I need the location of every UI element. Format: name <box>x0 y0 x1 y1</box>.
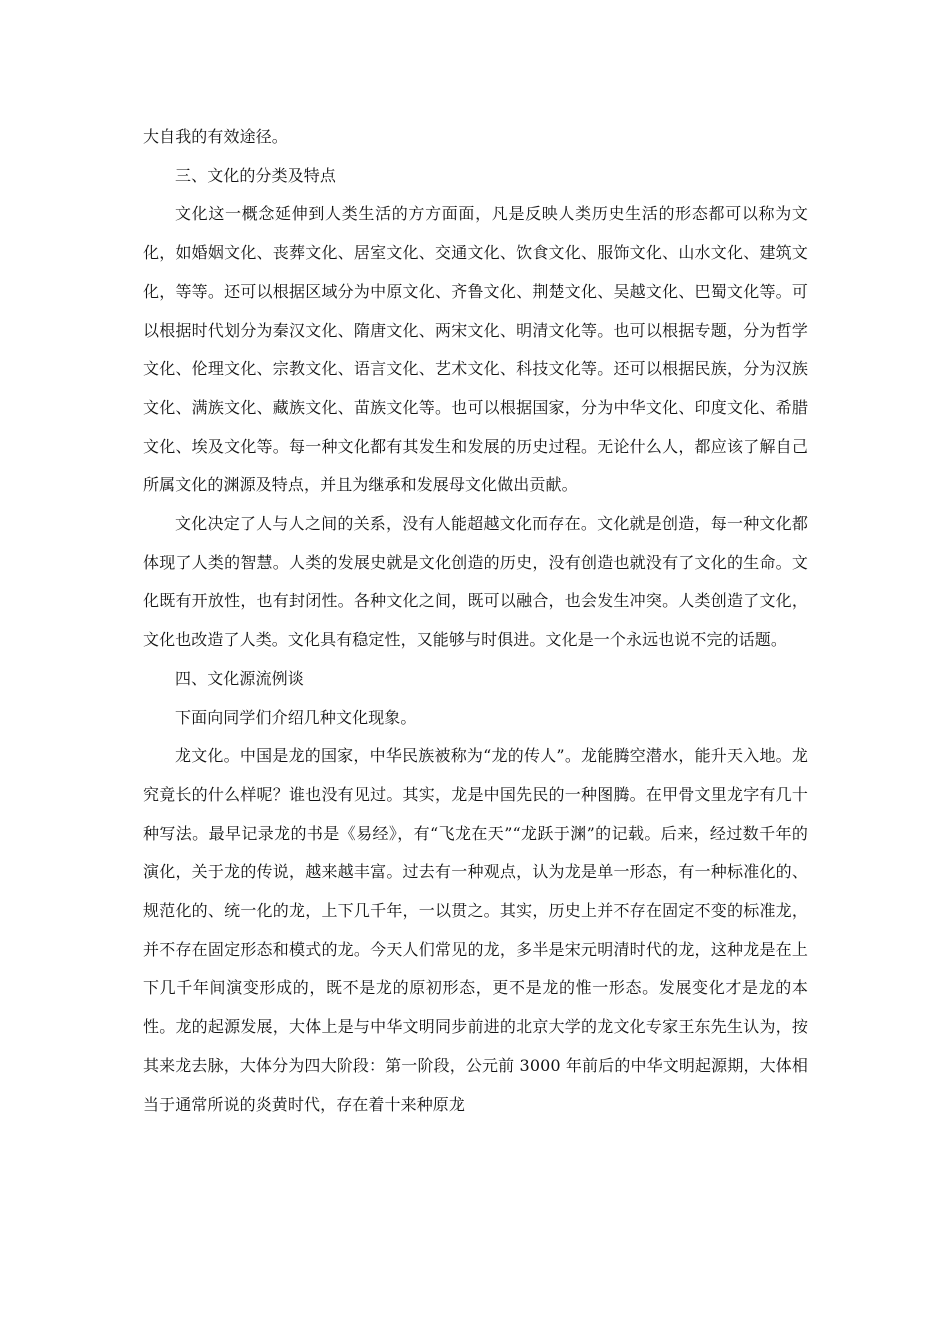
paragraph-culture-relations: 文化决定了人与人之间的关系，没有人能超越文化而存在。文化就是创造，每一种文化都体现了人类的智慧。人类的发展史就是文化创造的历史，没有创造也就没有了文化的生命。文化既有开放性，也有封闭性。各种文化之间，既可以融合，也会发生冲突。人类创造了文化，文化也改造了人类。文化具有稳定性，又能够与时俱进。文化是一个永远也说不完的话题。 <box>143 514 808 650</box>
section-heading-four: 四、文化源流例谈 <box>175 668 304 688</box>
paragraph-intro: 下面向同学们介绍几种文化现象。 <box>175 707 417 727</box>
section-heading-three: 三、文化的分类及特点 <box>175 165 337 185</box>
document-body <box>143 118 808 1124</box>
paragraph-culture-classification: 文化这一概念延伸到人类生活的方方面面，凡是反映人类历史生活的形态都可以称为文化，如婚姻文化、丧葬文化、居室文化、交通文化、饮食文化、服饰文化、山水文化、建筑文化，等等。还可以根据区域分为中原文化、齐鲁文化、荆楚文化、吴越文化、巴蜀文化等。可以根据时代划分为秦汉文化、隋唐文化、两宋文化、明清文化等。也可以根据专题，分为哲学文化、伦理文化、宗教文化、语言文化、艺术文化、科技文化等。还可以根据民族，分为汉族文化、满族文化、藏族文化、苗族文化等。也可以根据国家，分为中华文化、印度文化、希腊文化、埃及文化等。每一种文化都有其发生和发展的历史过程。无论什么人，都应该了解自己所属文化的渊源及特点，并且为继承和发展母文化做出贡献。 <box>143 204 808 495</box>
paragraph-continuation: 大自我的有效途径。 <box>143 127 288 146</box>
paragraph-dragon-culture: 龙文化。中国是龙的国家，中华民族被称为“龙的传人”。龙能腾空潜水，能升天入地。龙究竟长的什么样呢？谁也没有见过。其实，龙是中国先民的一种图腾。在甲骨文里龙字有几十种写法。最早记录龙的书是《易经》，有“飞龙在天”“龙跃于渊”的记载。后来，经过数千年的演化，关于龙的传说，越来越丰富。过去有一种观点，认为龙是单一形态，有一种标准化的、规范化的、统一化的龙，上下几千年，一以贯之。其实，历史上并不存在固定不变的标准龙，并不存在固定形态和模式的龙。今天人们常见的龙，多半是宋元明清时代的龙，这种龙是在上下几千年间演变形成的，既不是龙的原初形态，更不是龙的惟一形态。发展变化才是龙的本性。龙的起源发展，大体上是与中华文明同步前进的北京大学的龙文化专家王东先生认为，按其来龙去脉，大体分为四大阶段：第一阶段，公元前 3000 年前后的中华文明起源期，大体相当于通常所说的炎黄时代，存在着十来种原龙 <box>143 746 808 1114</box>
